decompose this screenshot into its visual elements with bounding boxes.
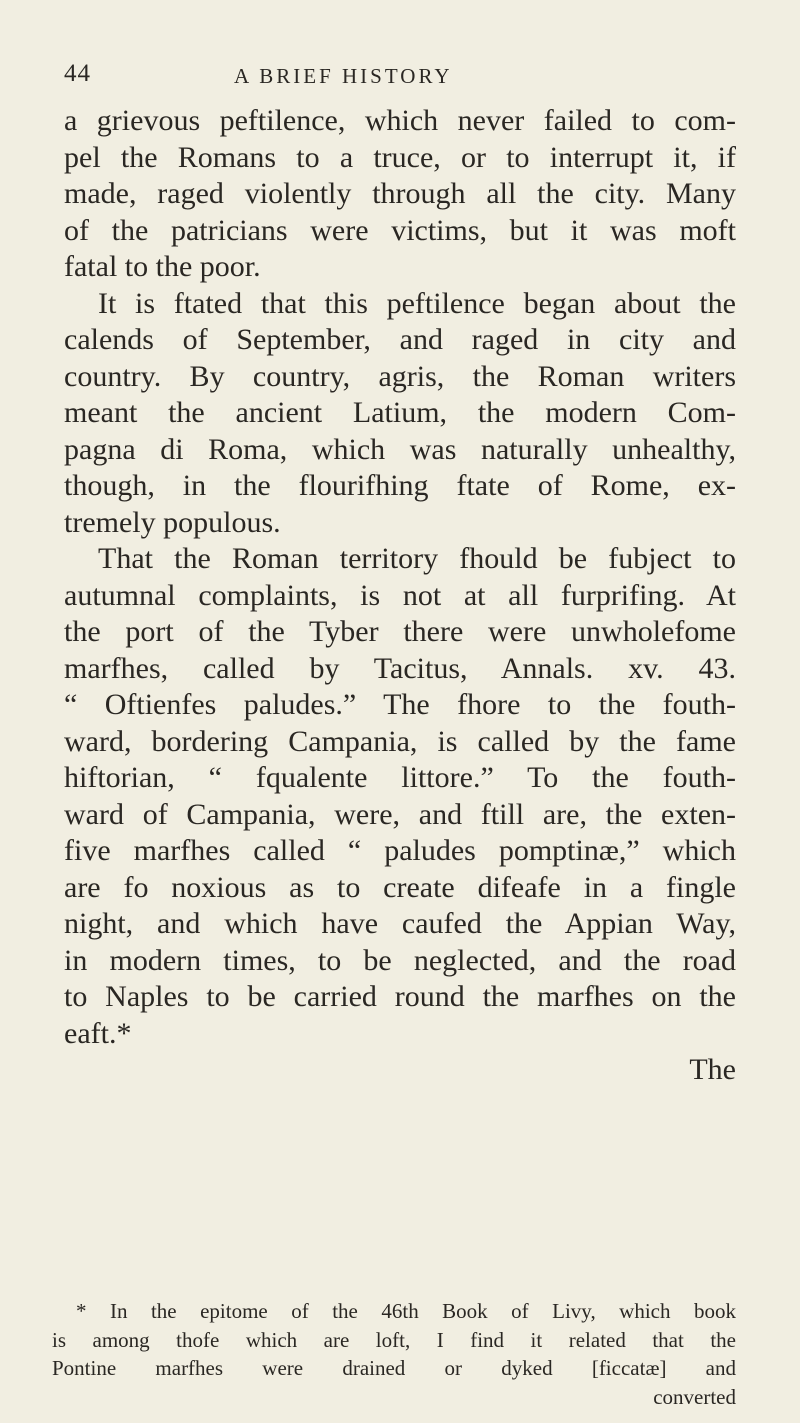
text-line: in modern times, to be neglected, and the road <box>64 943 736 977</box>
catchword: The <box>689 1053 736 1086</box>
footnote <box>52 1297 736 1411</box>
text-line: It is ftated that this peftilence began about the <box>98 286 736 320</box>
text-line: That the Roman territory fhould be fubject to <box>98 542 736 575</box>
footnote-line: is among thofe which are loft, I find it related that the <box>52 1327 736 1352</box>
text-line: marfhes, called by Tacitus, Annals. xv. 43. <box>64 651 736 685</box>
text-line: fatal to the poor. <box>64 250 261 283</box>
footnote-line: * In the epitome of the 46th Book of Livy, which book <box>76 1299 736 1323</box>
text-line: hiftorian, “ fqualente littore.” To the fouth- <box>64 761 736 794</box>
text-line: “ Oftienfes paludes.” The fhore to the fouth- <box>64 688 736 721</box>
text-line: pagna di Roma, which was naturally unhealthy, <box>64 432 736 466</box>
text-line: ward of Campania, were, and ftill are, the exten- <box>64 797 736 831</box>
text-line: of the patricians were victims, but it was moft <box>64 213 736 247</box>
text-line: the port of the Tyber there were unwholefome <box>64 615 736 648</box>
text-line: made, raged violently through all the city. Many <box>64 177 736 210</box>
text-line: ward, bordering Campania, is called by the fame <box>64 724 736 758</box>
text-line: though, in the flourifhing ftate of Rome, ex- <box>64 469 736 502</box>
text-line: calends of September, and raged in city and <box>64 323 736 356</box>
text-line: country. By country, agris, the Roman writers <box>64 359 736 393</box>
text-line: tremely populous. <box>64 505 281 539</box>
text-line: night, and which have caufed the Appian Way, <box>64 907 736 940</box>
text-line: pel the Romans to a truce, or to interrupt it, if <box>64 140 736 174</box>
text-line: meant the ancient Latium, the modern Com- <box>64 396 736 429</box>
text-line: eaft.* <box>64 1016 132 1050</box>
text-line: to Naples to be carried round the marfhes on the <box>64 980 736 1013</box>
text-line: autumnal complaints, is not at all furprifing. At <box>64 578 736 612</box>
page-number: 44 <box>64 60 91 87</box>
footnote-line: converted <box>653 1384 736 1409</box>
text-line: a grievous peftilence, which never failed to com- <box>64 104 736 137</box>
text-line: five marfhes called “ paludes pomptinæ,” which <box>64 834 736 867</box>
running-head <box>64 60 740 90</box>
body-text <box>64 103 736 1089</box>
footnote-line: Pontine marfhes were drained or dyked [ficcatæ] and <box>52 1356 736 1380</box>
text-line: are fo noxious as to create difeafe in a fingle <box>64 870 736 904</box>
running-title: A BRIEF HISTORY <box>234 64 453 88</box>
